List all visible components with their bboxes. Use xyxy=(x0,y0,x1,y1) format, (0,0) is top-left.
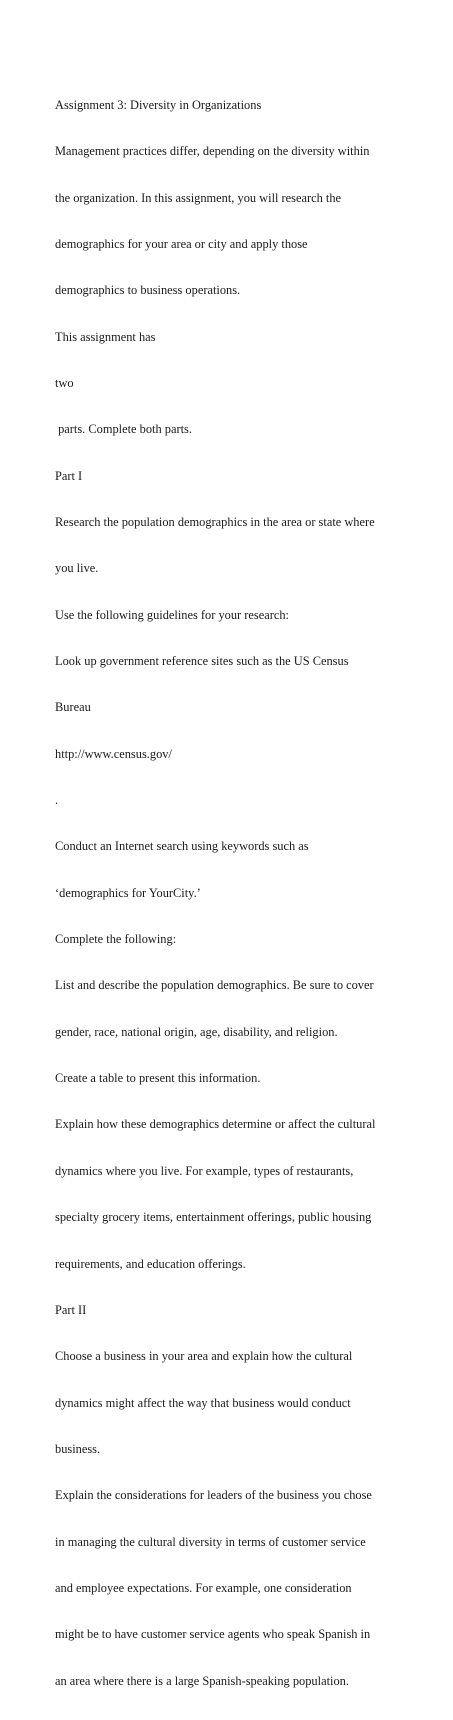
text-line: Look up government reference sites such as the US Census xyxy=(55,654,349,669)
text-line: the organization. In this assignment, you will research the xyxy=(55,190,342,205)
text-line: Part I xyxy=(55,468,83,483)
text-line: This assignment has xyxy=(55,329,156,344)
text-line: business. xyxy=(55,1441,101,1456)
text-line: gender, race, national origin, age, disability, and religion. xyxy=(55,1024,338,1039)
text-line: Management practices differ, depending on the diversity within xyxy=(55,144,370,159)
text-line: Choose a business in your area and explain how the cultural xyxy=(55,1349,353,1364)
text-line: Conduct an Internet search using keywords such as xyxy=(55,839,309,854)
text-line: in managing the cultural diversity in terms of customer service xyxy=(55,1534,366,1549)
text-line: Use the following guidelines for your research: xyxy=(55,607,289,622)
text-line: Assignment 3: Diversity in Organizations xyxy=(55,97,262,112)
text-line: . xyxy=(55,793,59,808)
text-line: two xyxy=(55,375,74,390)
text-line: Explain how these demographics determine or affect the cultural xyxy=(55,1117,376,1132)
text-line: demographics for your area or city and apply those xyxy=(55,236,308,251)
text-line: dynamics might affect the way that business would conduct xyxy=(55,1395,351,1410)
assignment-text xyxy=(55,67,445,1720)
text-line: dynamics where you live. For example, types of restaurants, xyxy=(55,1163,354,1178)
text-line: Bureau xyxy=(55,700,91,715)
text-line: Create a table to present this information. xyxy=(55,1071,261,1086)
text-line: might be to have customer service agents who speak Spanish in xyxy=(55,1627,371,1642)
text-line: ‘demographics for YourCity.’ xyxy=(55,885,201,900)
text-line: an area where there is a large Spanish-speaking population. xyxy=(55,1673,349,1688)
text-line: requirements, and education offerings. xyxy=(55,1256,246,1271)
text-line: Explain the considerations for leaders of the business you chose xyxy=(55,1488,372,1503)
text-line: Research the population demographics in the area or state where xyxy=(55,515,375,529)
text-line: List and describe the population demographics. Be sure to cover xyxy=(55,978,374,993)
text-line: demographics to business operations. xyxy=(55,283,241,298)
census-link[interactable]: http://www.census.gov/ xyxy=(55,746,172,761)
text-line: Part II xyxy=(55,1302,87,1317)
text-line: you live. xyxy=(55,561,99,576)
text-line: and employee expectations. For example, one consideration xyxy=(55,1580,352,1595)
text-line: Complete the following: xyxy=(55,932,177,947)
text-line: specialty grocery items, entertainment offerings, public housing xyxy=(55,1210,372,1225)
text-line: parts. Complete both parts. xyxy=(55,422,192,437)
